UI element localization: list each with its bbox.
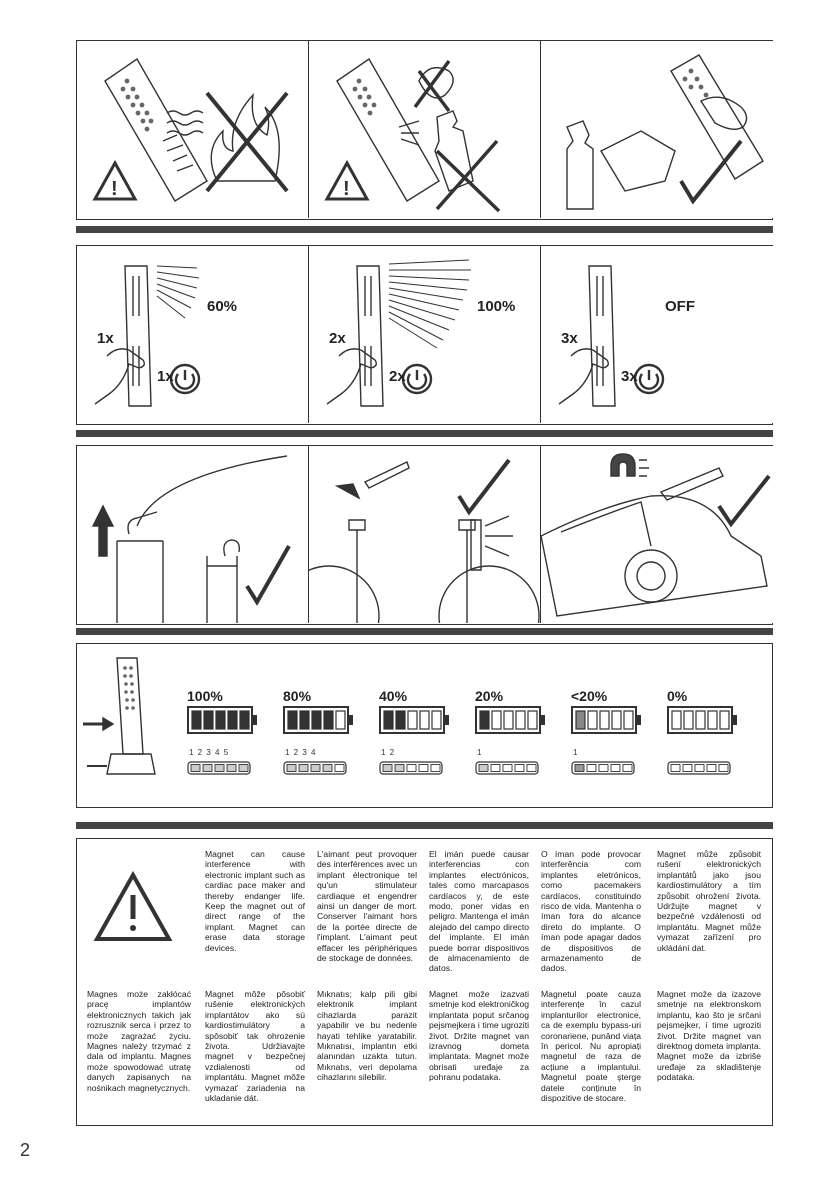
divider-bar bbox=[76, 822, 773, 829]
led-cell bbox=[479, 765, 488, 772]
battery-tip bbox=[349, 715, 353, 725]
battery-level-label: 100% bbox=[187, 688, 223, 704]
led-cell bbox=[599, 765, 608, 772]
warning-text-sk: Magnet môže pôsobiť rušenie elektronických implantátov ako sú kardiostimulátory a spôsobiť tak ohrozenie života. Udržiavajte magnet v bezpečnej vzdialenosti od implantátu. Magnet môže vymazať zariadenia na ukladanie dát. bbox=[205, 989, 305, 1104]
warning-text-tr: Mıknatıs; kalp pili gibi elektronik implant cihazlarda parazit yapabilir ve bu nedenle hayati tehlike yaratabilir. Mıknatısı, implantın etki alanından uzakta tutun. Mıknatıs, veri depolama cihazlarını silebilir. bbox=[317, 989, 417, 1083]
warning-text-ro: Magnetul poate cauza interferențe în cazul implanturilor electronice, ca de exemplu bypass-uri coronariene, punând viața în pericol. Nu apropiați magnetul de raza de acțiune a implantului. Magnetul poate șterge datele conținute în dispozitive de stocare. bbox=[541, 989, 641, 1104]
warning-text-gb: Magnet can cause interference with electronic implant such as cardiac pace maker and thereby endanger life. Keep the magnet out of direct range of the implant. Magnet can erase data storage devices. bbox=[205, 849, 305, 953]
battery-cell bbox=[300, 711, 309, 729]
svg-text:!: ! bbox=[111, 178, 118, 200]
battery-level-label: 0% bbox=[667, 688, 688, 704]
led-cell bbox=[623, 765, 632, 772]
battery-cell bbox=[204, 711, 213, 729]
panel-charging bbox=[76, 643, 773, 808]
warning-text-pt: O íman pode provocar interferência com implantes eletrónicos, como pacemakers cardíacos, constituindo risco de vida. Mantenha o íman fora do alcance direto do implante. O íman pode apagar dados de dispositivos de armazenamento de dados. bbox=[541, 849, 641, 974]
led-cell bbox=[575, 765, 584, 772]
led-cell bbox=[311, 765, 320, 772]
image-bike-clip bbox=[309, 446, 541, 623]
divider-bar bbox=[76, 226, 773, 233]
led-numbers: 1 2 bbox=[381, 748, 396, 757]
led-cell bbox=[383, 765, 392, 772]
led-numbers: 1 2 3 4 bbox=[285, 748, 317, 757]
image-car-magnet bbox=[541, 446, 773, 623]
panel-magnet-warning bbox=[76, 838, 773, 1126]
battery-cell bbox=[528, 711, 537, 729]
led-cell bbox=[203, 765, 212, 772]
warning-text-es: El imán puede causar interferencias con implantes electrónicos, tales como marcapasos cardíacos y, de este modo, poner vidas en peligro. Mantenga el imán alejado del campo directo del implante. El imán puede borrar dispositivos de almacenamiento de datos. bbox=[429, 849, 529, 974]
battery-gauge bbox=[187, 706, 267, 826]
image-cleaning-ok bbox=[541, 41, 773, 218]
battery-cell bbox=[504, 711, 513, 729]
battery-cell bbox=[324, 711, 333, 729]
battery-cell bbox=[576, 711, 585, 729]
battery-cell bbox=[408, 711, 417, 729]
battery-cell bbox=[492, 711, 501, 729]
battery-tip bbox=[253, 715, 257, 725]
battery-tip bbox=[445, 715, 449, 725]
led-cell bbox=[215, 765, 224, 772]
warning-text-pl: Magnes może zakłócać pracę implantów elektronicznych takich jak rozrusznik serca i przez to może zagrażać życiu. Magnes należy trzymać z dala od implantu. Magnes może spowodować utratę danych zapisanych na nośnikach magnetycznych. bbox=[87, 989, 191, 1093]
battery-cell bbox=[288, 711, 297, 729]
led-cell bbox=[707, 765, 716, 772]
battery-cell bbox=[720, 711, 729, 729]
battery-cell bbox=[708, 711, 717, 729]
battery-gauge bbox=[283, 706, 363, 826]
led-numbers: 1 bbox=[477, 748, 483, 757]
warning-text-hr: Magnet može izazvati smetnje kod elektroničkog implantata poput srčanog pejsmejkera i time ugroziti život. Držite magnet van izravnog dometa implantata. Magnet može obrisati uređaje za pohranu podataka. bbox=[429, 989, 529, 1083]
charging-dock-image bbox=[77, 644, 187, 809]
battery-gauge bbox=[379, 706, 459, 826]
battery-tip bbox=[541, 715, 545, 725]
battery-cell bbox=[228, 711, 237, 729]
mode-step-3 bbox=[541, 246, 773, 423]
led-cell bbox=[431, 765, 440, 772]
battery-cell bbox=[216, 711, 225, 729]
battery-cell bbox=[396, 711, 405, 729]
power-count-label: 2x bbox=[389, 368, 406, 385]
panel-safety bbox=[76, 40, 773, 220]
led-cell bbox=[323, 765, 332, 772]
led-cell bbox=[587, 765, 596, 772]
battery-cell bbox=[600, 711, 609, 729]
press-count-label: 1x bbox=[97, 330, 114, 347]
battery-cell bbox=[684, 711, 693, 729]
battery-gauge bbox=[475, 706, 555, 826]
led-cell bbox=[695, 765, 704, 772]
led-cell bbox=[287, 765, 296, 772]
mode-step-1 bbox=[77, 246, 309, 423]
image-heat-warning bbox=[77, 41, 309, 218]
led-cell bbox=[503, 765, 512, 772]
led-cell bbox=[191, 765, 200, 772]
battery-cell bbox=[696, 711, 705, 729]
battery-cell bbox=[612, 711, 621, 729]
page-number: 2 bbox=[20, 1140, 31, 1160]
warning-text-si: Magnet može da izazove smetnje na elektronskom implantu, kao što je srčani pejsmejker, i time ugroziti život. Držite magnet van direktnog dometa implanta. Magnet može da izbriše uređaje za skladištenje podataka. bbox=[657, 989, 761, 1083]
led-cell bbox=[239, 765, 248, 772]
image-liquid-warning bbox=[309, 41, 541, 218]
warning-triangle-icon bbox=[77, 839, 197, 979]
battery-cell bbox=[588, 711, 597, 729]
battery-cell bbox=[432, 711, 441, 729]
press-count-label: 3x bbox=[561, 330, 578, 347]
led-cell bbox=[527, 765, 536, 772]
power-count-label: 3x bbox=[621, 368, 638, 385]
battery-level-label: <20% bbox=[571, 688, 608, 704]
warning-text-fr: L'aimant peut provoquer des interférences avec un implant électronique tel qu'un stimulateur cardiaque et engendrer ainsi un danger de mort. Conserver l'aimant hors de la portée directe de l'implant. L'aimant peut effacer les périphériques de stockage de données. bbox=[317, 849, 417, 964]
battery-cell bbox=[192, 711, 201, 729]
battery-level-label: 20% bbox=[475, 688, 504, 704]
divider-bar bbox=[76, 628, 773, 635]
led-cell bbox=[419, 765, 428, 772]
battery-level-label: 80% bbox=[283, 688, 312, 704]
led-cell bbox=[671, 765, 680, 772]
led-cell bbox=[299, 765, 308, 772]
battery-cell bbox=[384, 711, 393, 729]
divider-bar bbox=[76, 430, 773, 437]
power-count-label: 1x bbox=[157, 368, 174, 385]
svg-text:!: ! bbox=[343, 178, 350, 200]
warning-text-cz: Magnet může způsobit rušení elektronických implantátů jako jsou kardiostimulátory a tím způsobit ohrožení života. Udržujte magnet v bezpečné vzdálenosti od implantátu. Magnet může vymazat zařízení pro ukládání dat. bbox=[657, 849, 761, 953]
battery-cell bbox=[672, 711, 681, 729]
led-cell bbox=[719, 765, 728, 772]
panel-modes bbox=[76, 245, 773, 425]
battery-gauge bbox=[571, 706, 651, 826]
led-cell bbox=[395, 765, 404, 772]
battery-cell bbox=[516, 711, 525, 729]
brightness-level: 60% bbox=[207, 298, 238, 315]
battery-tip bbox=[637, 715, 641, 725]
panel-mounting bbox=[76, 445, 773, 625]
mode-step-2 bbox=[309, 246, 541, 423]
mode-off-label: OFF bbox=[665, 298, 695, 315]
image-hook-mount bbox=[77, 446, 309, 623]
battery-tip bbox=[733, 715, 737, 725]
battery-gauge bbox=[667, 706, 747, 826]
led-cell bbox=[227, 765, 236, 772]
led-cell bbox=[515, 765, 524, 772]
led-numbers: 1 2 3 4 5 bbox=[189, 748, 230, 757]
led-cell bbox=[491, 765, 500, 772]
led-cell bbox=[611, 765, 620, 772]
press-count-label: 2x bbox=[329, 330, 346, 347]
led-numbers: 1 bbox=[573, 748, 579, 757]
battery-level-label: 40% bbox=[379, 688, 408, 704]
led-cell bbox=[335, 765, 344, 772]
battery-cell bbox=[336, 711, 345, 729]
battery-cell bbox=[420, 711, 429, 729]
battery-cell bbox=[312, 711, 321, 729]
battery-cell bbox=[480, 711, 489, 729]
led-cell bbox=[683, 765, 692, 772]
battery-cell bbox=[624, 711, 633, 729]
led-cell bbox=[407, 765, 416, 772]
battery-cell bbox=[240, 711, 249, 729]
brightness-level: 100% bbox=[477, 298, 516, 315]
